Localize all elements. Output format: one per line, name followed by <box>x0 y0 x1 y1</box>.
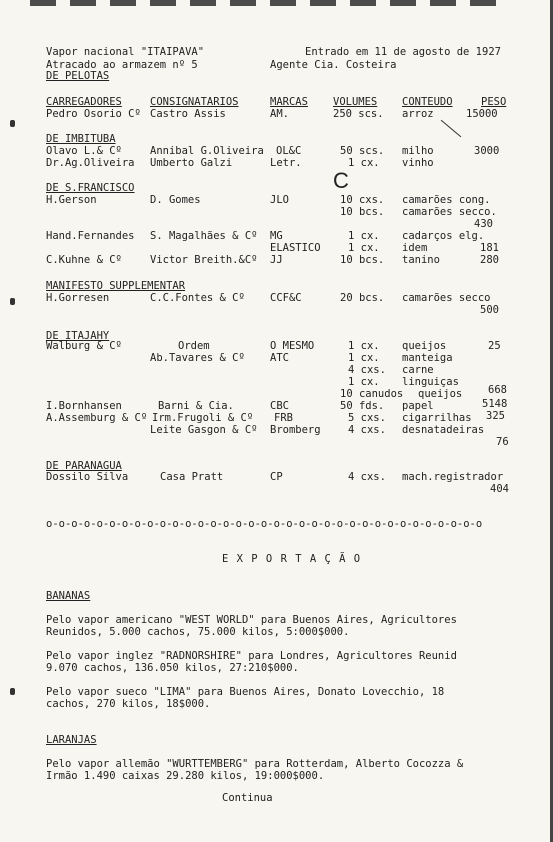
cell-content: milho <box>402 145 434 157</box>
pencil-mark <box>441 120 462 137</box>
cell-consignee: Ab.Tavares & Cº <box>150 352 245 364</box>
laranjas-heading: LARANJAS <box>46 734 97 746</box>
cell-shipper: Dr.Ag.Oliveira <box>46 157 135 169</box>
cell-weight: 668 <box>488 384 507 396</box>
cell-content: idem <box>402 242 428 254</box>
cell-volume: 1 cx. <box>348 376 380 388</box>
arrival-date: Entrado em 11 de agosto de 1927 <box>305 46 501 58</box>
cell-weight: 25 <box>488 340 501 352</box>
cell-consignee: Annibal G.Oliveira <box>150 145 264 157</box>
punch-hole-mark <box>10 688 15 695</box>
cell-content: desnatadeiras <box>402 424 485 436</box>
cell-content: queijos <box>402 340 447 352</box>
cell-content: camarões cong. <box>402 194 491 206</box>
section-sao-francisco: DE S.FRANCISCO <box>46 182 135 194</box>
section-paranagua: DE PARANAGUA <box>46 460 122 472</box>
cell-mark: Bromberg <box>270 424 321 436</box>
cell-weight: 76 <box>496 436 509 448</box>
cell-shipper: Walburg & Cº <box>46 340 122 352</box>
cell-consignee: Victor Breith.&Cº <box>150 254 258 266</box>
cell-shipper: Pedro Osorio Cº <box>46 108 141 120</box>
cell-consignee: Leite Gasgon & Cº <box>150 424 258 436</box>
cell-weight: 181 <box>480 242 499 254</box>
export-line: 9.070 cachos, 136.050 kilos, 27:210$000. <box>46 662 299 674</box>
cell-weight: 3000 <box>474 145 500 157</box>
col-header: VOLUMES <box>333 96 378 108</box>
cell-weight: 325 <box>486 410 505 422</box>
cell-volume: 50 scs. <box>340 145 385 157</box>
cell-volume: 10 bcs. <box>340 254 385 266</box>
col-header: CARREGADORES <box>46 96 122 108</box>
cell-volume: 20 bcs. <box>340 292 385 304</box>
cell-weight: 404 <box>490 483 509 495</box>
cell-content: linguiças <box>402 376 459 388</box>
cell-volume: 10 canudos <box>340 388 404 400</box>
col-header: MARCAS <box>270 96 308 108</box>
cell-mark: FRB <box>274 412 293 424</box>
cell-volume: 50 fds. <box>340 400 385 412</box>
cell-content: manteiga <box>402 352 453 364</box>
cell-volume: 1 cx. <box>348 352 380 364</box>
cell-mark: JLO <box>270 194 289 206</box>
cell-shipper: Hand.Fernandes <box>46 230 135 242</box>
cell-volume: 1 cx. <box>348 230 380 242</box>
cell-weight: 5148 <box>482 398 508 410</box>
cell-volume: 4 cxs. <box>348 424 386 436</box>
export-line: Irmão 1.490 caixas 29.280 kilos, 19:000$000. <box>46 770 325 782</box>
cell-content: tanino <box>402 254 440 266</box>
cell-volume: 10 cxs. <box>340 194 385 206</box>
export-line: Pelo vapor americano "WEST WORLD" para Buenos Aires, Agricultores <box>46 614 457 626</box>
cell-mark: ELASTICO <box>270 242 321 254</box>
cell-content: camarões secco. <box>402 206 497 218</box>
cell-mark: CCF&C <box>270 292 302 304</box>
cell-volume: 4 cxs. <box>348 471 386 483</box>
col-header: CONTEUDO <box>402 96 453 108</box>
cell-consignee: Castro Assis <box>150 108 226 120</box>
cell-mark: MG <box>270 230 283 242</box>
section-pelotas: DE PELOTAS <box>46 70 110 82</box>
top-edge-strip <box>30 0 500 6</box>
cell-weight: 280 <box>480 254 499 266</box>
cell-shipper: I.Bornhansen <box>46 400 122 412</box>
cell-shipper: H.Gorresen <box>46 292 110 304</box>
cell-shipper: Dossilo Silva <box>46 471 129 483</box>
section-supplementar: MANIFESTO SUPPLEMENTAR <box>46 280 186 292</box>
cell-mark: CBC <box>270 400 289 412</box>
berth-info: Atracado ao armazem nº 5 <box>46 59 198 71</box>
cell-content: carne <box>402 364 434 376</box>
cell-mark: JJ <box>270 254 283 266</box>
cell-content: papel <box>402 400 434 412</box>
cell-shipper: H.Gerson <box>46 194 97 206</box>
cell-content: queijos <box>418 388 463 400</box>
export-title: E X P O R T A Ç Ã O <box>222 553 362 565</box>
continua-footer: Continua <box>222 792 273 804</box>
cell-volume: 250 scs. <box>333 108 384 120</box>
cell-mark: ATC <box>270 352 289 364</box>
export-line: Pelo vapor allemão "WURTTEMBERG" para Rotterdam, Alberto Cocozza & <box>46 758 464 770</box>
cell-content: vinho <box>402 157 434 169</box>
export-line: Reunidos, 5.000 cachos, 75.000 kilos, 5:000$000. <box>46 626 350 638</box>
cell-consignee: C.C.Fontes & Cº <box>150 292 245 304</box>
cell-content: camarões secco <box>402 292 491 304</box>
cell-volume: 1 cx. <box>348 242 380 254</box>
agent-info: Agente Cia. Costeira <box>270 59 397 71</box>
bananas-heading: BANANAS <box>46 590 91 602</box>
cell-volume: 1 cx. <box>348 157 380 169</box>
cell-consignee: D. Gomes <box>150 194 201 206</box>
cell-consignee: S. Magalhães & Cº <box>150 230 258 242</box>
col-header: PESO <box>481 96 507 108</box>
punch-hole-mark <box>10 298 15 305</box>
col-header: CONSIGNATARIOS <box>150 96 239 108</box>
cell-consignee: Barni & Cia. <box>158 400 234 412</box>
cell-volume: 4 cxs. <box>348 364 386 376</box>
section-imbituba: DE IMBITUBA <box>46 133 116 145</box>
cell-content: cigarrilhas <box>402 412 472 424</box>
cell-weight: 500 <box>480 304 499 316</box>
cell-shipper: C.Kuhne & Cº <box>46 254 122 266</box>
cell-consignee: Ordem <box>178 340 210 352</box>
section-itajahy: DE ITAJAHY <box>46 330 110 342</box>
vessel-name: Vapor nacional "ITAIPAVA" <box>46 46 205 58</box>
punch-hole-mark <box>10 120 15 127</box>
export-line: Pelo vapor inglez "RADNORSHIRE" para Londres, Agricultores Reunid <box>46 650 457 662</box>
cell-volume: 10 bcs. <box>340 206 385 218</box>
cell-weight: 15000 <box>466 108 498 120</box>
cell-consignee: Casa Pratt <box>160 471 224 483</box>
cell-shipper: Olavo L.& Cº <box>46 145 122 157</box>
separator-line: o-o-o-o-o-o-o-o-o-o-o-o-o-o-o-o-o-o-o-o-o-o-o-o-o-o-o-o-o-o-o-o-o-o-o <box>46 518 483 530</box>
cell-consignee: Irm.Frugoli & Cº <box>152 412 254 424</box>
export-line: cachos, 270 kilos, 18$000. <box>46 698 211 710</box>
cell-mark: AM. <box>270 108 289 120</box>
cell-content: cadarços elg. <box>402 230 485 242</box>
cell-mark: Letr. <box>270 157 302 169</box>
export-line: Pelo vapor sueco "LIMA" para Buenos Aires, Donato Lovecchio, 18 <box>46 686 445 698</box>
cell-volume: 1 cx. <box>348 340 380 352</box>
cell-mark: OL&C <box>276 145 302 157</box>
cell-content: arroz <box>402 108 434 120</box>
cell-mark: O MESMO <box>270 340 315 352</box>
cell-volume: 5 cxs. <box>348 412 386 424</box>
cell-weight: 430 <box>474 218 493 230</box>
cell-mark: CP <box>270 471 283 483</box>
cell-consignee: Umberto Galzi <box>150 157 233 169</box>
cell-content: mach.registrador <box>402 471 504 483</box>
cell-shipper: A.Assemburg & Cº <box>46 412 148 424</box>
margin-mark: C <box>333 168 349 193</box>
